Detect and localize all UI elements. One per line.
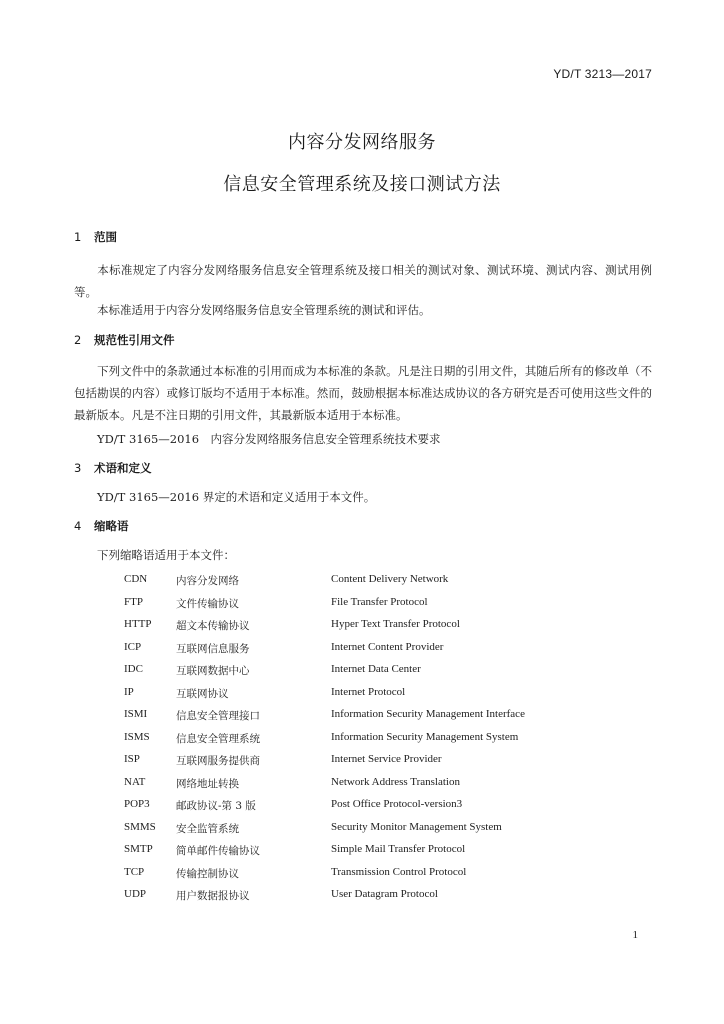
abbreviation-code: POP3 (124, 798, 150, 810)
abbreviations-intro: 下列缩略语适用于本文件： (97, 548, 235, 562)
abbreviation-english: Internet Data Center (331, 663, 421, 675)
abbreviation-chinese: 邮政协议-第 3 版 (176, 800, 256, 812)
abbreviation-english: Post Office Protocol-version3 (331, 798, 463, 810)
section-title: 范围 (94, 230, 117, 244)
abbreviation-chinese: 传输控制协议 (176, 868, 239, 880)
abbreviation-code: ICP (124, 641, 142, 653)
abbreviation-chinese: 安全监管系统 (176, 823, 239, 835)
abbreviation-english: Security Monitor Management System (331, 821, 502, 833)
abbreviation-english: File Transfer Protocol (331, 596, 428, 608)
section-title: 规范性引用文件 (94, 333, 175, 347)
abbreviation-english: Information Security Management Interface (331, 708, 525, 720)
abbreviation-chinese: 信息安全管理接口 (176, 710, 260, 722)
paragraph-text: 本标准规定了内容分发网络服务信息安全管理系统及接口相关的测试对象、测试环境、测试内容、测试用例等。 (74, 263, 652, 299)
abbreviation-chinese: 简单邮件传输协议 (176, 845, 260, 857)
section-number: 2 (74, 333, 82, 347)
abbreviation-chinese: 信息安全管理系统 (176, 733, 260, 745)
section-number: 4 (74, 519, 82, 533)
section-1-heading (74, 229, 117, 245)
section-1-paragraph-2 (74, 299, 652, 321)
normative-reference: YD/T 3165—2016 内容分发网络服务信息安全管理系统技术要求 (97, 432, 441, 446)
section-3-heading (74, 460, 152, 476)
abbreviation-code: SMMS (124, 821, 156, 833)
abbreviation-chinese: 互联网数据中心 (176, 665, 250, 677)
section-number: 1 (74, 230, 82, 244)
page-number: 1 (632, 929, 638, 941)
abbreviation-code: HTTP (124, 618, 152, 630)
title-line-1: 内容分发网络服务 (288, 132, 436, 153)
abbreviation-english: Internet Service Provider (331, 753, 442, 765)
abbreviation-chinese: 内容分发网络 (176, 575, 239, 587)
section-title: 缩略语 (94, 519, 129, 533)
abbreviation-code: NAT (124, 776, 146, 788)
abbreviation-english: Content Delivery Network (331, 573, 449, 585)
abbreviation-code: ISMS (124, 731, 150, 743)
section-1-paragraph-1 (74, 259, 652, 303)
abbreviation-english: Internet Protocol (331, 686, 406, 698)
abbreviation-code: TCP (124, 866, 145, 878)
section-4-heading (74, 518, 129, 534)
standard-code: YD/T 3213—2017 (553, 67, 652, 81)
abbreviation-chinese: 文件传输协议 (176, 598, 239, 610)
section-title: 术语和定义 (94, 461, 152, 475)
abbreviation-chinese: 网络地址转换 (176, 778, 239, 790)
abbreviation-english: Internet Content Provider (331, 641, 444, 653)
abbreviation-chinese: 互联网协议 (176, 688, 229, 700)
abbreviation-english: Network Address Translation (331, 776, 460, 788)
title-line-2: 信息安全管理系统及接口测试方法 (223, 174, 501, 195)
section-number: 3 (74, 461, 82, 475)
paragraph-text: 下列文件中的条款通过本标准的引用而成为本标准的条款。凡是注日期的引用文件，其随后所有的修改单（不包括勘误的内容）或修订版均不适用于本标准。然而，鼓励根据本标准达成协议的各方研究是否可使用这些文件的最新版本。凡是不注日期的引用文件，其最新版本适用于本标准。 (74, 364, 652, 422)
paragraph-text: 本标准适用于内容分发网络服务信息安全管理系统的测试和评估。 (97, 303, 431, 317)
abbreviation-code: ISP (124, 753, 140, 765)
abbreviation-code: FTP (124, 596, 143, 608)
abbreviation-code: ISMI (124, 708, 148, 720)
section-3-paragraph-1: YD/T 3165—2016 界定的术语和定义适用于本文件。 (97, 490, 376, 504)
abbreviation-english: Information Security Management System (331, 731, 519, 743)
abbreviation-chinese: 互联网信息服务 (176, 643, 250, 655)
abbreviation-code: IP (124, 686, 134, 698)
section-2-heading (74, 332, 175, 348)
abbreviation-code: UDP (124, 888, 147, 900)
abbreviation-chinese: 互联网服务提供商 (176, 755, 260, 767)
abbreviation-english: Simple Mail Transfer Protocol (331, 843, 466, 855)
abbreviation-chinese: 用户数据报协议 (176, 890, 250, 902)
abbreviation-chinese: 超文本传输协议 (176, 620, 250, 632)
abbreviation-english: Hyper Text Transfer Protocol (331, 618, 460, 630)
section-2-paragraph-1 (74, 360, 652, 426)
abbreviation-code: IDC (124, 663, 143, 675)
abbreviation-code: SMTP (124, 843, 153, 855)
abbreviation-code: CDN (124, 573, 148, 585)
abbreviation-english: User Datagram Protocol (331, 888, 438, 900)
abbreviation-english: Transmission Control Protocol (331, 866, 467, 878)
